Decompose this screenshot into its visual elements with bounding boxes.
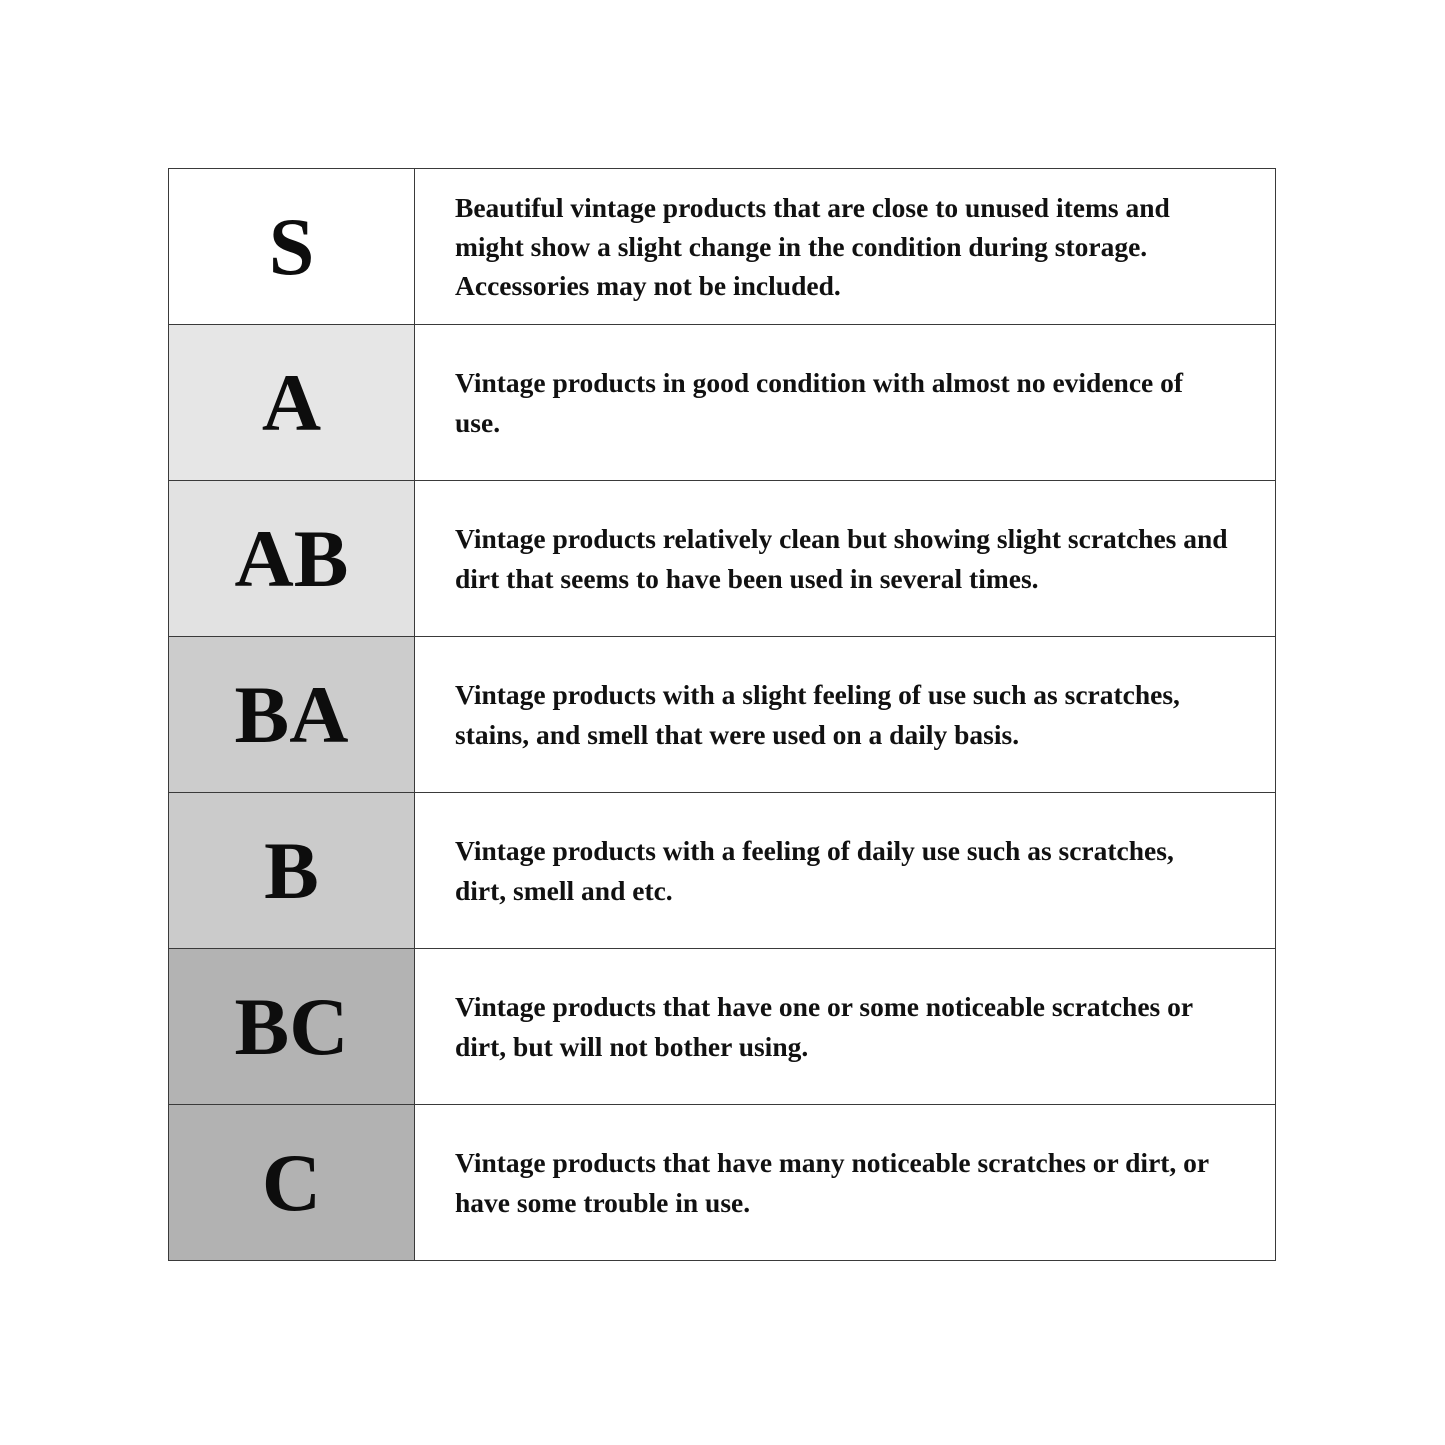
- table-row: [169, 949, 1276, 1105]
- table-row: [169, 793, 1276, 949]
- grade-cell-bc: [169, 949, 415, 1105]
- table-row: [169, 1105, 1276, 1261]
- grade-cell-ab: [169, 481, 415, 637]
- grade-cell-ba: [169, 637, 415, 793]
- table-row: [169, 169, 1276, 325]
- table-row: [169, 481, 1276, 637]
- grade-cell-s: [169, 169, 415, 325]
- description-text: Vintage products that have many noticeable scratches or dirt, or have some trouble in use.: [455, 1147, 1209, 1218]
- description-cell-bc: [415, 949, 1276, 1105]
- grade-label: BA: [234, 668, 349, 760]
- grade-cell-a: [169, 325, 415, 481]
- grade-label: AB: [234, 512, 349, 604]
- grade-cell-b: [169, 793, 415, 949]
- description-cell-a: [415, 325, 1276, 481]
- grade-label: S: [268, 200, 315, 292]
- grade-label: B: [264, 824, 319, 916]
- description-text: Vintage products with a feeling of daily use such as scratches, dirt, smell and etc.: [455, 835, 1174, 906]
- description-text: Vintage products that have one or some noticeable scratches or dirt, but will not bother using.: [455, 991, 1193, 1062]
- description-cell-c: [415, 1105, 1276, 1261]
- description-text: Beautiful vintage products that are close to unused items and might show a slight change in the condition during storage. Accessories may not be included.: [455, 191, 1170, 302]
- description-text: Vintage products relatively clean but showing slight scratches and dirt that seems to have been used in several times.: [455, 523, 1228, 594]
- grade-label: A: [261, 356, 322, 448]
- grade-table: [168, 168, 1276, 1261]
- table-row: [169, 325, 1276, 481]
- table-row: [169, 637, 1276, 793]
- grade-cell-c: [169, 1105, 415, 1261]
- grade-table-body: [169, 169, 1276, 1261]
- grade-label: C: [261, 1136, 322, 1228]
- description-text: Vintage products with a slight feeling of use such as scratches, stains, and smell that were used on a daily basis.: [455, 679, 1180, 750]
- description-cell-s: [415, 169, 1276, 325]
- description-cell-b: [415, 793, 1276, 949]
- description-cell-ab: [415, 481, 1276, 637]
- description-cell-ba: [415, 637, 1276, 793]
- description-text: Vintage products in good condition with almost no evidence of use.: [455, 367, 1184, 438]
- grade-label: BC: [234, 980, 349, 1072]
